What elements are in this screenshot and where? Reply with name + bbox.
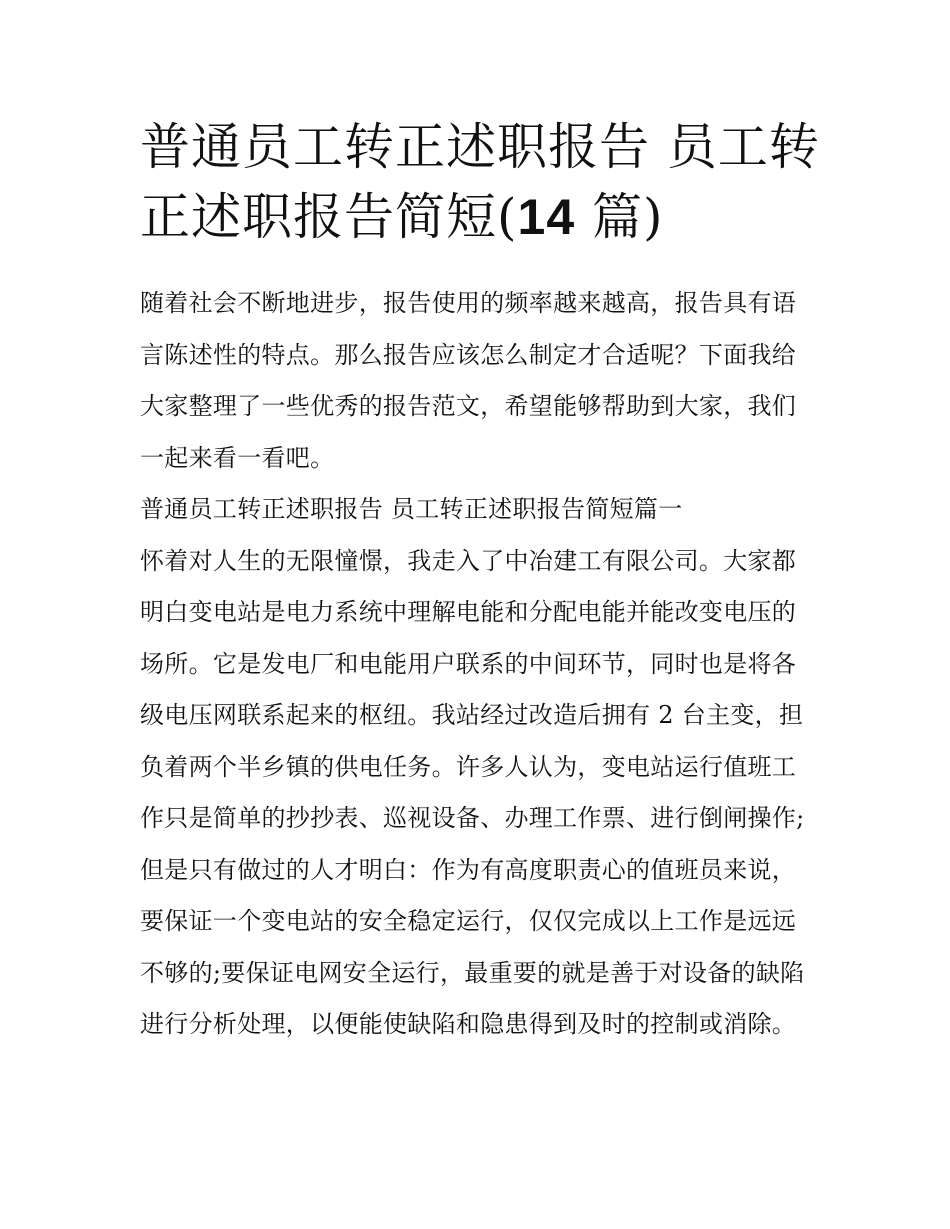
- section-heading: 普通员工转正述职报告 员工转正述职报告简短篇一: [140, 495, 683, 523]
- intro-paragraph: 随着社会不断地进步，报告使用的频率越来越高，报告具有语言陈述性的特点。那么报告应该怎么制定才合适呢？下面我给大家整理了一些优秀的报告范文，希望能够帮助到大家，我们一起来看一看吧。: [140, 289, 797, 472]
- title-count: 14: [517, 189, 576, 245]
- title-text-start: 普通员工转正述职报告 员工转正述职报告简短(: [140, 118, 820, 246]
- document-body: [140, 278, 815, 1051]
- title-text-end: 篇): [575, 188, 664, 246]
- document-title: [140, 112, 820, 252]
- section-paragraph: 怀着对人生的无限憧憬，我走入了中冶建工有限公司。大家都明白变电站是电力系统中理解电能和分配电能并能改变电压的场所。它是发电厂和电能用户联系的中间环节，同时也是将各级电压网联系起来的枢纽。我站经过改造后拥有 2 台主变，担负着两个半乡镇的供电任务。许多人认为，变电站运行值班工作只是简单的抄抄表、巡视设备、办理工作票、进行倒闸操作;但是只有做过的人才明白：作为有高度职责心的值班员来说，要保证一个变电站的安全稳定运行，仅仅完成以上工作是远远不够的;要保证电网安全运行，最重要的就是善于对设备的缺陷进行分析处理，以便能使缺陷和隐患得到及时的控制或消除。: [140, 546, 805, 1038]
